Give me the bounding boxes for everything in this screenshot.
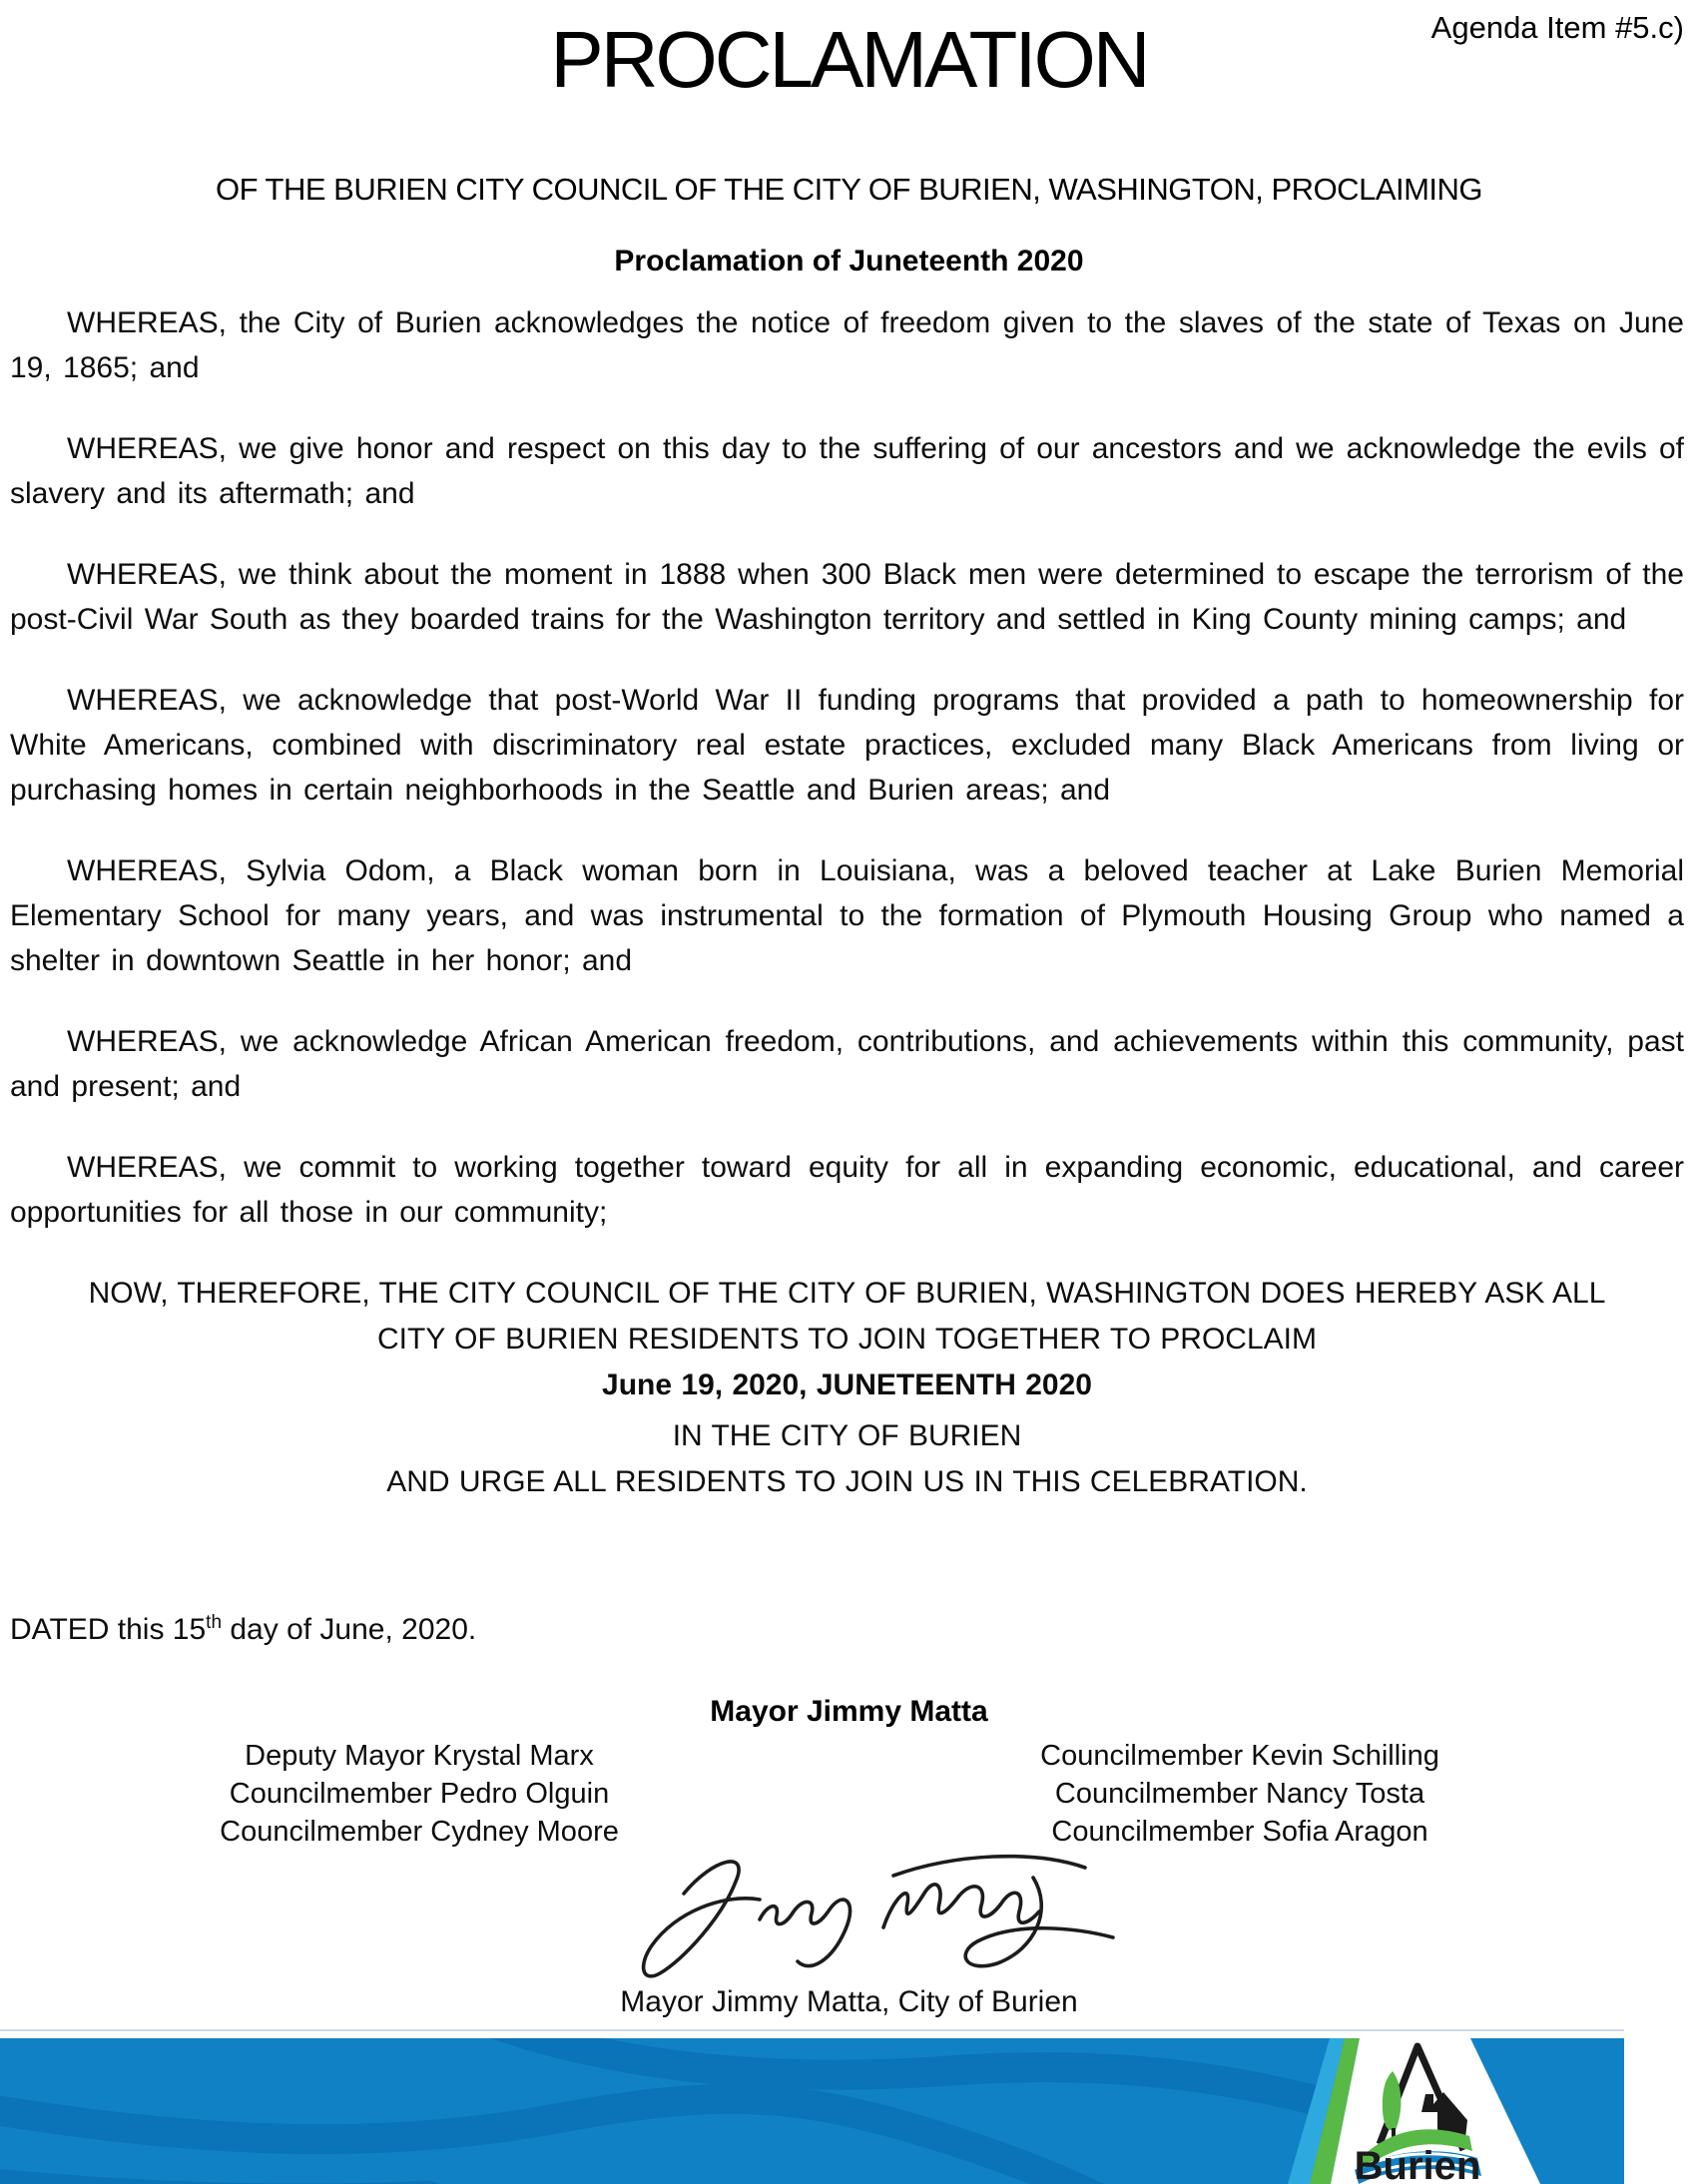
signatory-name: Councilmember Nancy Tosta bbox=[1054, 1778, 1425, 1810]
signatory-name: Councilmember Pedro Olguin bbox=[229, 1778, 610, 1810]
dated-ordinal: th bbox=[206, 1612, 223, 1633]
whereas-paragraph: WHEREAS, we think about the moment in 1888 when 300 Black men were determined to escape the terrorism of the post-Civil War South as they boarded trains for the Washington territory and settled in King County mining camps; and bbox=[10, 558, 1684, 636]
resolution-line: IN THE CITY OF BURIEN bbox=[672, 1419, 1022, 1452]
footer-banner bbox=[0, 2038, 1698, 2184]
signature-strokes bbox=[644, 1857, 1113, 1976]
whereas-paragraph: WHEREAS, we commit to working together toward equity for all in expanding economic, educational, and career opportunities for all those in our community; bbox=[10, 1151, 1684, 1229]
proclamation-subject: Proclamation of Juneteenth 2020 bbox=[614, 245, 1084, 277]
dated-suffix: day of June, 2020. bbox=[222, 1613, 477, 1646]
signature-caption: Mayor Jimmy Matta, City of Burien bbox=[620, 1985, 1078, 2018]
agenda-item-label: Agenda Item #5.c) bbox=[1430, 10, 1684, 45]
dated-prefix: DATED this 15 bbox=[10, 1613, 207, 1646]
signatories-right-column bbox=[940, 1737, 1539, 1851]
signatory-name: Councilmember Sofia Aragon bbox=[1051, 1816, 1428, 1848]
resolution-line: AND URGE ALL RESIDENTS TO JOIN US IN THIS CELEBRATION. bbox=[386, 1465, 1308, 1498]
footer-divider bbox=[0, 2029, 1624, 2031]
signatories-left-column bbox=[120, 1737, 719, 1851]
whereas-paragraph: WHEREAS, we acknowledge African American freedom, contributions, and achievements within this community, past and present; and bbox=[10, 1025, 1684, 1103]
whereas-paragraph: WHEREAS, we acknowledge that post-World War II funding programs that provided a path to homeownership for White Americans, combined with discriminatory real estate practices, excluded many Black Americans from living or purchasing homes in certain neighborhoods in the Seattle and Burien areas; and bbox=[10, 684, 1684, 807]
dated-line bbox=[10, 1613, 476, 1647]
resolution-date-line: June 19, 2020, JUNETEENTH 2020 bbox=[602, 1368, 1092, 1401]
mayor-name: Mayor Jimmy Matta bbox=[710, 1695, 988, 1728]
document-subtitle: OF THE BURIEN CITY COUNCIL OF THE CITY OF BURIEN, WASHINGTON, PROCLAIMING bbox=[215, 172, 1483, 207]
mayor-signature-icon bbox=[564, 1842, 1143, 1986]
proclamation-body bbox=[10, 300, 1684, 1505]
signatory-name: Deputy Mayor Krystal Marx bbox=[245, 1740, 594, 1772]
resolution-line: CITY OF BURIEN RESIDENTS TO JOIN TOGETHER TO PROCLAIM bbox=[377, 1323, 1317, 1356]
document-title: PROCLAMATION bbox=[550, 15, 1148, 104]
signatory-name: Councilmember Kevin Schilling bbox=[1040, 1740, 1439, 1772]
signatory-name: Councilmember Cydney Moore bbox=[220, 1816, 619, 1848]
whereas-paragraph: WHEREAS, Sylvia Odom, a Black woman born in Louisiana, was a beloved teacher at Lake Burien Memorial Elementary School for many years, and was instrumental to the formation of Plymouth Housing Group who named a shelter in downtown Seattle in her honor; and bbox=[10, 854, 1684, 977]
whereas-paragraph: WHEREAS, we give honor and respect on this day to the suffering of our ancestors and we acknowledge the evils of slavery and its aftermath; and bbox=[10, 432, 1684, 510]
resolution-block bbox=[10, 1271, 1684, 1505]
resolution-line: NOW, THEREFORE, THE CITY COUNCIL OF THE CITY OF BURIEN, WASHINGTON DOES HEREBY ASK ALL bbox=[88, 1277, 1606, 1310]
whereas-paragraph: WHEREAS, the City of Burien acknowledges the notice of freedom given to the slaves of the state of Texas on June 19, 1865; and bbox=[10, 306, 1684, 384]
logo-wordmark: Burien bbox=[1354, 2144, 1481, 2184]
